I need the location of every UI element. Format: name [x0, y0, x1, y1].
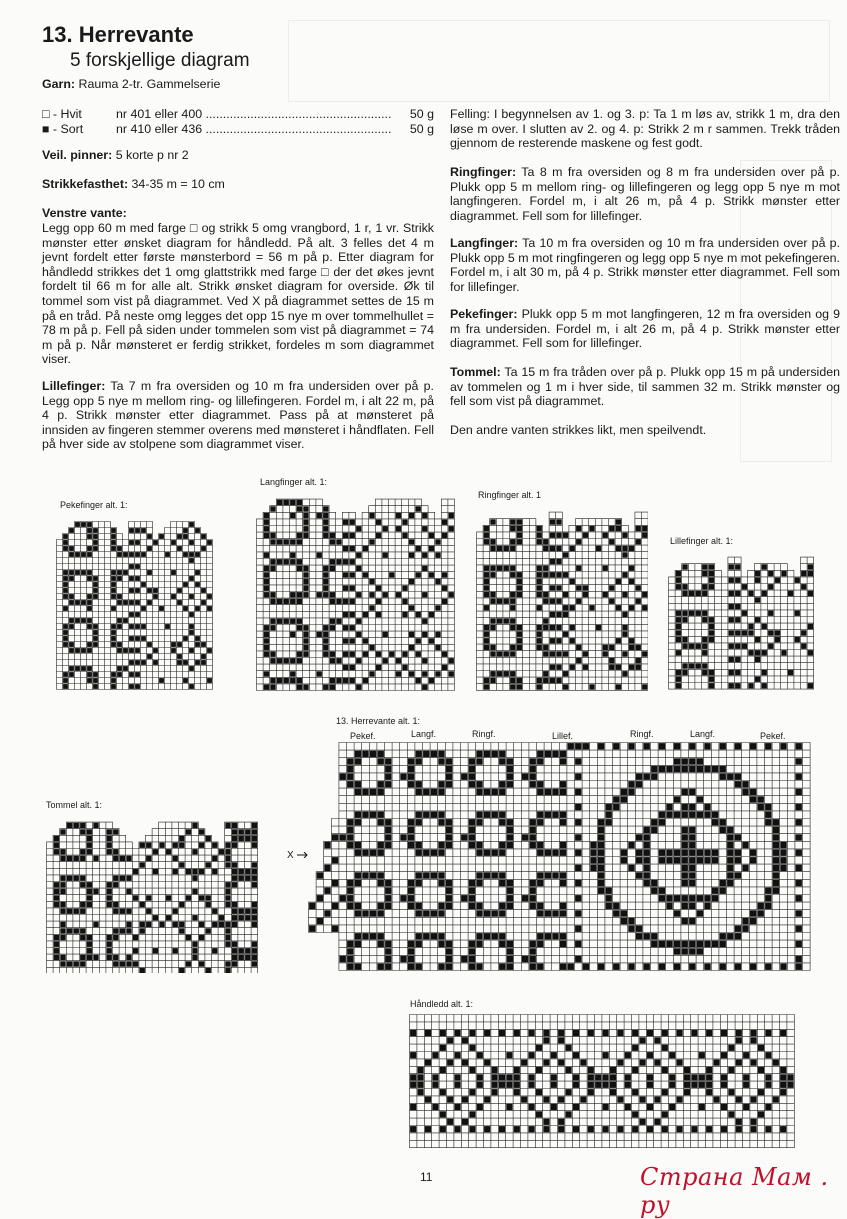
yarn-marker: ■ - Sort: [42, 122, 84, 136]
chart-label-handledd: Håndledd alt. 1:: [410, 999, 474, 1009]
chart-label-tommel: Tommel alt. 1:: [46, 800, 103, 810]
thumb-text: Ta 15 m fra tråden over på p. Plukk opp 15 m på undersiden av tommelen og 1 m i hver side, til sammen 32 m. Strikk mønster og fell som vist på diagrammet.: [450, 365, 840, 409]
page-subtitle: 5 forskjellige diagram: [70, 50, 250, 71]
little-finger-paragraph: [42, 379, 434, 452]
index-finger-text: Plukk opp 5 m mot langfingeren, 12 m fra oversiden og 9 m fra undersiden. Fordel m, i alt 26 m, på 4 p. Strikk mønster etter diagrammet. Fell som for lillefinger.: [450, 307, 840, 351]
chart-label-lillefinger: Lillefinger alt. 1:: [670, 536, 734, 546]
felling-text: Felling: I begynnelsen av 1. og 3. p: Ta 1 m løs av, strikk 1 m, dra den løse m over. I slutten av 2. og 4. p: Strikk 2 m r sammen. Trekk tråden gjennom de resterende maskene og fest godt.: [450, 107, 840, 151]
yarn-row-black: [42, 122, 434, 137]
gauge-label: Strikkefasthet:: [42, 177, 129, 191]
middle-finger-text: Ta 10 m fra oversiden og 10 m fra undersiden over på p. Plukk opp 5 m mot ringfingeren og legg opp 5 nye m mot pekefingeren. Fordel m, i alt 30 m, på 4 p. Strikk mønster etter diagrammet. Fell som for lillefinger.: [450, 236, 841, 294]
middle-finger-paragraph: [450, 236, 840, 294]
page-number: 11: [420, 1170, 433, 1184]
site-watermark: Страна Мам . ру: [640, 1163, 829, 1219]
index-finger-paragraph: [450, 307, 840, 351]
gauge-line: [42, 177, 434, 192]
thumb-heading: Tommel:: [450, 365, 501, 379]
thumb-paragraph: [450, 365, 840, 409]
herrevante-hand-chart: [308, 742, 811, 984]
ring-finger-paragraph: [450, 165, 840, 223]
chart-label-pekefinger: Pekefinger alt. 1:: [60, 500, 128, 510]
needles-line: [42, 148, 434, 163]
ring-finger-text: Ta 8 m fra oversiden og 8 m fra undersiden over på p. Plukk opp 5 m mellom ring- og lillefingeren og legg opp 5 nye m mot langfingeren. Fordel m, i alt 26 m, på 4 p. Strikk mønster etter diagrammet. Fell som for lillefinger.: [450, 165, 841, 223]
chart-label-herrevante: 13. Herrevante alt. 1:: [336, 716, 421, 726]
section-label-langf-right: Langf.: [690, 729, 716, 739]
section-label-pekef-left: Pekef.: [350, 731, 376, 741]
thumb-hole-marker: X: [287, 850, 294, 861]
yarn-line: [42, 77, 434, 92]
little-finger-text: Ta 7 m fra oversiden og 10 m fra undersiden over på p. Legg opp 5 nye m mellom ring- og lillefingeren. Fordel m, i alt 22 m, på 4 p. Strikk mønster etter diagrammet. Pass på at mønsteret på innsiden av fingeren stemmer overens med mønsteret i håndflaten. Fell på hver side av stolpene som diagrammet viser.: [42, 379, 434, 452]
yarn-nr: nr 401 eller 400 ......................................................: [116, 107, 392, 121]
needles-label: Veil. pinner:: [42, 148, 113, 162]
chart-label-langfinger: Langfinger alt. 1:: [260, 477, 328, 487]
yarn-amount: 50 g: [409, 107, 434, 121]
yarn-table: [42, 107, 434, 137]
yarn-value: Rauma 2-tr. Gammelserie: [78, 77, 221, 91]
yarn-amount: 50 g: [409, 122, 434, 136]
langfinger-chart: [256, 492, 456, 693]
left-mitten-heading: Venstre vante:: [42, 206, 127, 220]
handledd-chart: [409, 1014, 800, 1155]
yarn-marker: □ - Hvit: [42, 107, 82, 121]
little-finger-heading: Lillefinger:: [42, 379, 106, 393]
gauge-value: 34-35 m = 10 cm: [131, 177, 225, 191]
tommel-chart: [46, 815, 258, 973]
yarn-row-white: [42, 107, 434, 122]
left-mitten-text: Legg opp 60 m med farge □ og strikk 5 omg vrangbord, 1 r, 1 vr. Strikk mønster etter ønsket diagram for håndledd. På alt. 3 felles det 4 m jevnt fordelt etter første mønsterbord = 56 m på p. Etter diagram for håndledd strikkes det 1 omg glattstrikk med farge □ der det økes jevnt fordelt til 66 m for alle alt. Strikk ønsket diagram for overside. Øk til tommel som vist på diagrammet. Ved X på diagrammet settes de 15 m på en tråd. På neste omg legges det opp 15 nye m over tommelhullet = 78 m på p. Fell på siden under tommelen som vist på diagrammet = 74 m på p. Når mønsteret er ferdig strikket, fordeles m som diagrammet viser.: [42, 221, 434, 367]
section-label-ringf-left: Ringf.: [472, 729, 496, 739]
ringfinger-chart: [476, 505, 648, 693]
section-label-lillef: Lillef.: [552, 731, 574, 741]
yarn-label: Garn:: [42, 77, 76, 91]
index-finger-heading: Pekefinger:: [450, 307, 518, 321]
closing-note: Den andre vanten strikkes likt, men speilvendt.: [450, 423, 707, 437]
middle-finger-heading: Langfinger:: [450, 236, 519, 250]
section-label-langf-left: Langf.: [411, 729, 437, 739]
lillefinger-chart: [668, 550, 816, 693]
chart-label-ringfinger: Ringfinger alt. 1: [478, 490, 542, 500]
section-label-ringf-right: Ringf.: [630, 729, 654, 739]
yarn-nr: nr 410 eller 436 ......................................................: [116, 122, 392, 136]
section-label-pekef-right: Pekef.: [760, 731, 786, 741]
needles-value: 5 korte p nr 2: [115, 148, 189, 162]
page-title: 13. Herrevante: [42, 22, 194, 47]
ring-finger-heading: Ringfinger:: [450, 165, 517, 179]
pekefinger-chart: [56, 515, 214, 693]
